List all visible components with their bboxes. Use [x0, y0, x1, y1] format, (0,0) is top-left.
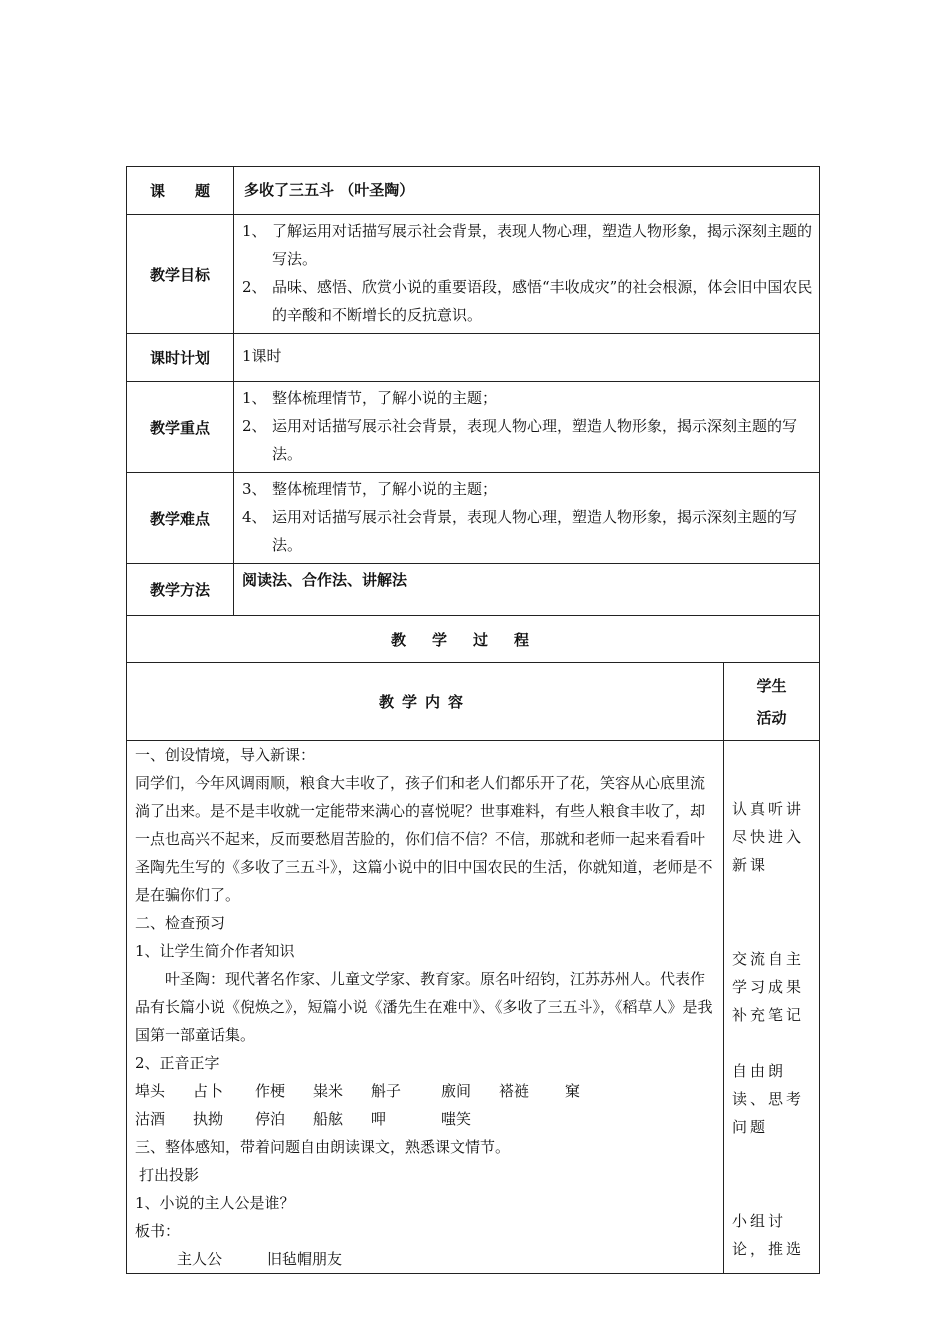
plan-value: 1课时 — [234, 334, 820, 382]
method-label: 教学方法 — [127, 564, 234, 616]
section-2-item-1: 1、让学生简介作者知识 — [135, 942, 295, 960]
difficult-point-item: 4、 运用对话描写展示社会背景，表现人物心理，塑造人物形象，揭示深刻主题的写法。 — [242, 508, 798, 554]
plan-row — [127, 334, 820, 382]
student-activities — [724, 741, 820, 1274]
topic-label: 课 题 — [127, 167, 234, 215]
topic-row — [127, 167, 820, 215]
process-title: 教学过程 — [127, 616, 820, 663]
pronunciation-row-1: 埠头 占卜 作梗 粜米 斛子 廒间 褡裢 窠 — [135, 1082, 581, 1100]
activity-column-header: 学生 活动 — [724, 663, 820, 741]
author-intro: 叶圣陶：现代著名作家、儿童文学家、教育家。原名叶绍钧，江苏苏州人。代表作品有长篇小说《倪焕之》，短篇小说《潘先生在难中》、《多收了三五斗》，《稻草人》是我国第一部童话集。 — [135, 970, 713, 1044]
question-1: 1、小说的主人公是谁？ — [135, 1194, 295, 1212]
activity-note: 自由朗读、思考问题 — [732, 1062, 805, 1136]
section-1-paragraph: 同学们，今年风调雨顺，粮食大丰收了，孩子们和老人们都乐开了花，笑容从心底里流淌了出来。是不是丰收就一定能带来满心的喜悦呢？世事难料，有些人粮食丰收了，却一点也高兴不起来，反而要愁眉苦脸的，你们信不信？不信，那就和老师一起来看看叶圣陶先生写的《多收了三五斗》，这篇小说中的旧中国农民的生活，你就知道，老师是不是在骗你们了。 — [135, 774, 713, 904]
key-point-item: 1、 整体梳理情节，了解小说的主题； — [242, 389, 498, 407]
process-title-row — [127, 616, 820, 663]
section-2-item-2: 2、正音正字 — [135, 1054, 220, 1072]
key-points-row — [127, 382, 820, 473]
activity-note: 小组讨论，推选 — [732, 1212, 805, 1258]
goal-item: 2、 品味、感悟、欣赏小说的重要语段，感悟“丰收成灾”的社会根源，体会旧中国农民的辛酸和不断增长的反抗意识。 — [242, 278, 813, 324]
topic-value: 多收了三五斗 （叶圣陶） — [234, 167, 820, 215]
process-header-row — [127, 663, 820, 741]
difficult-points-label: 教学难点 — [127, 473, 234, 564]
content-column-header: 教学内容 — [127, 663, 724, 741]
lesson-plan-header-table — [126, 166, 820, 1274]
method-row — [127, 564, 820, 616]
difficult-points-row — [127, 473, 820, 564]
activity-note: 认真听讲尽快进入新课 — [732, 800, 805, 874]
board-label: 板书： — [135, 1222, 181, 1240]
goal-item: 1、 了解运用对话描写展示社会背景，表现人物心理，塑造人物形象，揭示深刻主题的写法。 — [242, 222, 813, 268]
lesson-plan-document — [126, 166, 819, 1274]
slide-note: 打出投影 — [139, 1166, 200, 1184]
teaching-content — [127, 741, 724, 1274]
section-2-title: 二、检查预习 — [135, 914, 226, 932]
key-point-item: 2、 运用对话描写展示社会背景，表现人物心理，塑造人物形象，揭示深刻主题的写法。 — [242, 417, 798, 463]
goals-row — [127, 215, 820, 334]
process-body-row — [127, 741, 820, 1274]
section-1-title: 一、创设情境，导入新课： — [135, 746, 316, 764]
goals-content — [234, 215, 820, 334]
method-value: 阅读法、合作法、讲解法 — [234, 564, 820, 616]
difficult-point-item: 3、 整体梳理情节，了解小说的主题； — [242, 480, 498, 498]
activity-note: 交流自主学习成果补充笔记 — [732, 950, 805, 1024]
goals-label: 教学目标 — [127, 215, 234, 334]
difficult-points-content — [234, 473, 820, 564]
key-points-content — [234, 382, 820, 473]
section-3-title: 三、整体感知，带着问题自由朗读课文，熟悉课文情节。 — [135, 1138, 511, 1156]
board-line: 主人公 旧毡帽朋友 — [177, 1250, 343, 1268]
pronunciation-row-2: 沽酒 执拗 停泊 船舷 呷 嗤笑 — [135, 1110, 472, 1128]
plan-label: 课时计划 — [127, 334, 234, 382]
key-points-label: 教学重点 — [127, 382, 234, 473]
